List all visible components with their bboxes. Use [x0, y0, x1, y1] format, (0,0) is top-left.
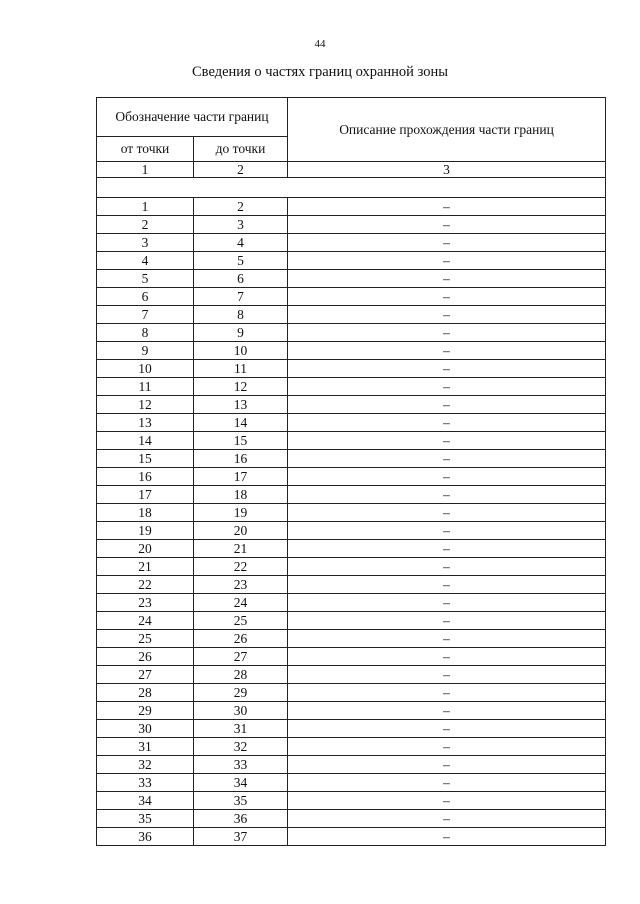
from-point-cell: 3	[97, 234, 194, 252]
from-point-cell: 4	[97, 252, 194, 270]
description-cell: –	[288, 468, 606, 486]
to-point-cell: 4	[194, 234, 288, 252]
description-cell: –	[288, 306, 606, 324]
table-row	[97, 252, 606, 270]
to-point-cell: 28	[194, 666, 288, 684]
to-point-cell: 33	[194, 756, 288, 774]
description-cell: –	[288, 648, 606, 666]
column-number-row	[97, 162, 606, 178]
table-row	[97, 828, 606, 846]
description-cell: –	[288, 630, 606, 648]
table-row	[97, 756, 606, 774]
to-point-cell: 12	[194, 378, 288, 396]
description-cell: –	[288, 450, 606, 468]
from-point-cell: 14	[97, 432, 194, 450]
from-point-cell: 24	[97, 612, 194, 630]
table-row	[97, 648, 606, 666]
description-cell: –	[288, 234, 606, 252]
from-point-cell: 21	[97, 558, 194, 576]
from-point-cell: 26	[97, 648, 194, 666]
to-point-cell: 27	[194, 648, 288, 666]
description-cell: –	[288, 396, 606, 414]
table-row	[97, 450, 606, 468]
from-point-cell: 23	[97, 594, 194, 612]
description-cell: –	[288, 594, 606, 612]
table-row	[97, 396, 606, 414]
description-cell: –	[288, 378, 606, 396]
to-point-cell: 6	[194, 270, 288, 288]
from-point-cell: 16	[97, 468, 194, 486]
table-row	[97, 558, 606, 576]
header-boundary-designation: Обозначение части границ	[97, 98, 288, 137]
description-cell: –	[288, 486, 606, 504]
from-point-cell: 13	[97, 414, 194, 432]
table-row	[97, 792, 606, 810]
to-point-cell: 26	[194, 630, 288, 648]
description-cell: –	[288, 342, 606, 360]
from-point-cell: 31	[97, 738, 194, 756]
from-point-cell: 36	[97, 828, 194, 846]
description-cell: –	[288, 216, 606, 234]
to-point-cell: 10	[194, 342, 288, 360]
description-cell: –	[288, 252, 606, 270]
to-point-cell: 21	[194, 540, 288, 558]
page-number: 44	[314, 38, 326, 50]
from-point-cell: 2	[97, 216, 194, 234]
to-point-cell: 16	[194, 450, 288, 468]
to-point-cell: 24	[194, 594, 288, 612]
table-row	[97, 378, 606, 396]
from-point-cell: 19	[97, 522, 194, 540]
to-point-cell: 3	[194, 216, 288, 234]
from-point-cell: 5	[97, 270, 194, 288]
from-point-cell: 29	[97, 702, 194, 720]
from-point-cell: 17	[97, 486, 194, 504]
description-cell: –	[288, 360, 606, 378]
description-cell: –	[288, 828, 606, 846]
to-point-cell: 36	[194, 810, 288, 828]
table-row	[97, 216, 606, 234]
from-point-cell: 20	[97, 540, 194, 558]
to-point-cell: 7	[194, 288, 288, 306]
table-row	[97, 522, 606, 540]
table-row	[97, 360, 606, 378]
from-point-cell: 8	[97, 324, 194, 342]
from-point-cell: 10	[97, 360, 194, 378]
description-cell: –	[288, 612, 606, 630]
from-point-cell: 6	[97, 288, 194, 306]
table-row	[97, 198, 606, 216]
table-row	[97, 576, 606, 594]
table-row	[97, 288, 606, 306]
table-row	[97, 594, 606, 612]
table-row	[97, 666, 606, 684]
description-cell: –	[288, 504, 606, 522]
table-row	[97, 432, 606, 450]
table-row	[97, 468, 606, 486]
table-row	[97, 540, 606, 558]
to-point-cell: 11	[194, 360, 288, 378]
boundary-parts-table	[96, 97, 606, 846]
description-cell: –	[288, 756, 606, 774]
table-row	[97, 270, 606, 288]
from-point-cell: 27	[97, 666, 194, 684]
description-cell: –	[288, 810, 606, 828]
from-point-cell: 11	[97, 378, 194, 396]
from-point-cell: 1	[97, 198, 194, 216]
header-to-point: до точки	[194, 137, 288, 162]
description-cell: –	[288, 774, 606, 792]
description-cell: –	[288, 576, 606, 594]
to-point-cell: 32	[194, 738, 288, 756]
to-point-cell: 30	[194, 702, 288, 720]
description-cell: –	[288, 414, 606, 432]
to-point-cell: 22	[194, 558, 288, 576]
table-row	[97, 306, 606, 324]
from-point-cell: 25	[97, 630, 194, 648]
from-point-cell: 33	[97, 774, 194, 792]
to-point-cell: 14	[194, 414, 288, 432]
from-point-cell: 18	[97, 504, 194, 522]
section-row	[97, 178, 606, 198]
description-cell: –	[288, 540, 606, 558]
table-row	[97, 810, 606, 828]
to-point-cell: 25	[194, 612, 288, 630]
description-cell: –	[288, 792, 606, 810]
from-point-cell: 32	[97, 756, 194, 774]
table-row	[97, 612, 606, 630]
to-point-cell: 13	[194, 396, 288, 414]
table-row	[97, 414, 606, 432]
description-cell: –	[288, 720, 606, 738]
table-row	[97, 720, 606, 738]
description-cell: –	[288, 432, 606, 450]
header-row	[97, 98, 606, 137]
table-body	[97, 198, 606, 846]
to-point-cell: 5	[194, 252, 288, 270]
description-cell: –	[288, 684, 606, 702]
description-cell: –	[288, 288, 606, 306]
from-point-cell: 12	[97, 396, 194, 414]
column-number: 3	[288, 162, 606, 178]
to-point-cell: 34	[194, 774, 288, 792]
to-point-cell: 17	[194, 468, 288, 486]
table-row	[97, 342, 606, 360]
from-point-cell: 35	[97, 810, 194, 828]
description-cell: –	[288, 702, 606, 720]
table-row	[97, 774, 606, 792]
description-cell: –	[288, 666, 606, 684]
header-boundary-description: Описание прохождения части границ	[288, 98, 606, 162]
table-row	[97, 738, 606, 756]
from-point-cell: 28	[97, 684, 194, 702]
from-point-cell: 34	[97, 792, 194, 810]
column-number: 1	[97, 162, 194, 178]
table-row	[97, 324, 606, 342]
table-row	[97, 504, 606, 522]
description-cell: –	[288, 522, 606, 540]
to-point-cell: 8	[194, 306, 288, 324]
description-cell: –	[288, 270, 606, 288]
table-row	[97, 684, 606, 702]
table-row	[97, 486, 606, 504]
to-point-cell: 9	[194, 324, 288, 342]
column-number: 2	[194, 162, 288, 178]
to-point-cell: 29	[194, 684, 288, 702]
to-point-cell: 15	[194, 432, 288, 450]
header-from-point: от точки	[97, 137, 194, 162]
to-point-cell: 20	[194, 522, 288, 540]
table-row	[97, 630, 606, 648]
to-point-cell: 2	[194, 198, 288, 216]
section-caption	[97, 178, 606, 198]
document-title: Сведения о частях границ охранной зоны	[192, 64, 448, 80]
description-cell: –	[288, 738, 606, 756]
to-point-cell: 31	[194, 720, 288, 738]
table-row	[97, 702, 606, 720]
to-point-cell: 18	[194, 486, 288, 504]
to-point-cell: 23	[194, 576, 288, 594]
from-point-cell: 30	[97, 720, 194, 738]
from-point-cell: 7	[97, 306, 194, 324]
to-point-cell: 19	[194, 504, 288, 522]
description-cell: –	[288, 558, 606, 576]
from-point-cell: 22	[97, 576, 194, 594]
table-row	[97, 234, 606, 252]
to-point-cell: 35	[194, 792, 288, 810]
from-point-cell: 9	[97, 342, 194, 360]
to-point-cell: 37	[194, 828, 288, 846]
from-point-cell: 15	[97, 450, 194, 468]
description-cell: –	[288, 198, 606, 216]
description-cell: –	[288, 324, 606, 342]
